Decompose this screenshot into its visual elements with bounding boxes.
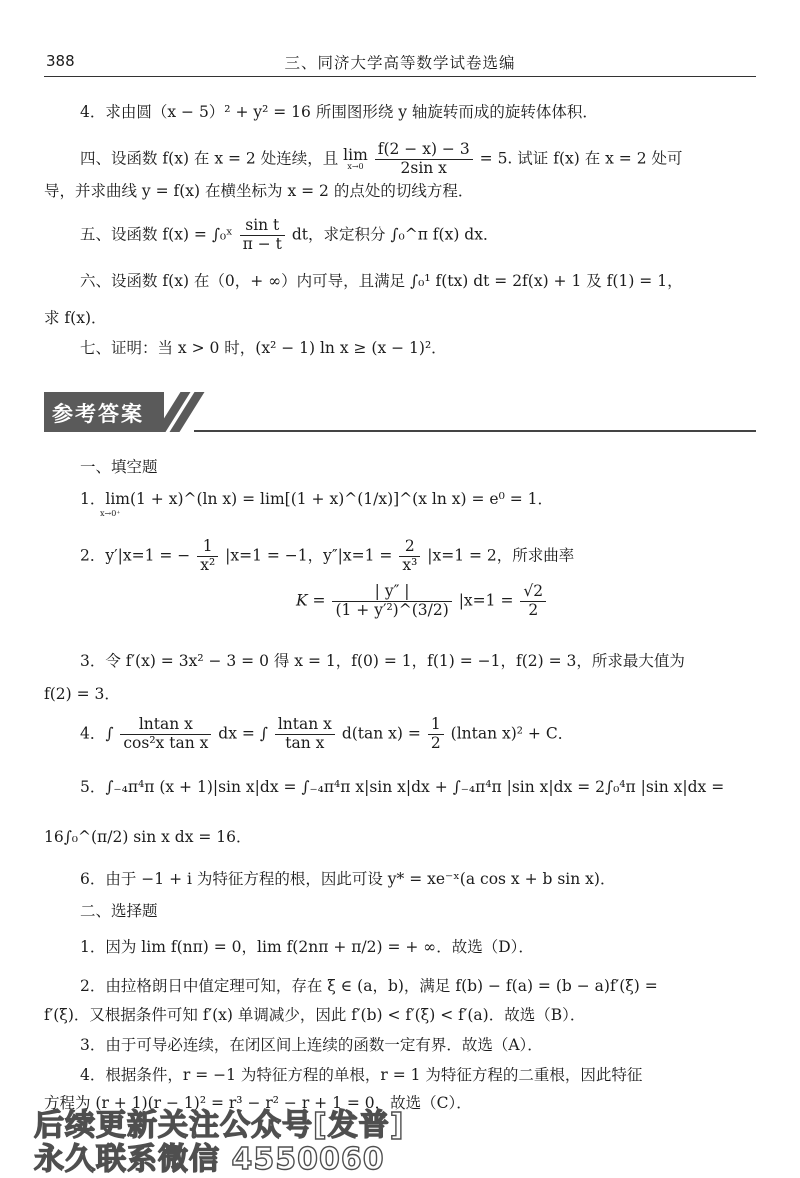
answer-3: 3．令 f′(x) = 3x² − 3 = 0 得 x = 1，f(0) = 1，f(1) = −1，f(2) = 3，所求最大值为 xyxy=(80,652,685,670)
question-four-continued: 导，并求曲线 y = f(x) 在横坐标为 x = 2 的点处的切线方程． xyxy=(44,182,474,200)
part2-heading: 二、选择题 xyxy=(80,902,158,920)
watermark-line-1: 后续更新关注公众号[发普] xyxy=(34,1108,405,1143)
question-four xyxy=(80,141,683,178)
choice-2-continued: f′(ξ)．又根据条件可知 f′(x) 单调减少，因此 f′(b) < f′(ξ) < f′(a)．故选（B）． xyxy=(44,1006,586,1024)
choice-4-continued: 方程为 (r + 1)(r − 1)² = r³ − r² − r + 1 = 0．故选（C）． xyxy=(44,1094,472,1112)
fraction: $\frac{\text{lntan x}}{\text{cos²x tan x}}$ xyxy=(120,716,211,753)
page-number: 388 xyxy=(46,52,75,70)
question-five-post: dt，求定积分 ∫₀^π f(x) dx． xyxy=(291,225,499,244)
fraction: $\frac{| y'' |}{\text{(1 + y′²)\textasciicircum{}(3/2)}}$ xyxy=(332,583,451,620)
question-five-pre: 五、设函数 f(x) = ∫₀ˣ xyxy=(80,225,233,244)
part1-heading: 一、填空题 xyxy=(80,458,158,476)
question-six: 六、设函数 f(x) 在（0，+ ∞）内可导，且满足 ∫₀¹ f(tx) dt = 2f(x) + 1 及 f(1) = 1， xyxy=(80,272,683,290)
answer-section-title: 参考答案 xyxy=(52,402,144,426)
choice-4: 4．根据条件，r = −1 为特征方程的单根，r = 1 为特征方程的二重根，因此特征 xyxy=(80,1066,643,1084)
limit-operator: lim x→0 xyxy=(343,145,368,172)
header-rule xyxy=(44,76,756,77)
watermark-line-2: 永久联系微信 4550060 xyxy=(34,1142,385,1177)
question-five xyxy=(80,217,498,254)
fraction: $\frac{1}{2}$ xyxy=(428,716,444,753)
answer-6: 6．由于 −1 + i 为特征方程的根，因此可设 y* = xe⁻ˣ(a cos x + b sin x)． xyxy=(80,870,616,888)
answer-section-banner xyxy=(44,392,756,432)
answer-4: 4．∫ $\frac{\text{lntan x}}{\text{cos²x tan x}}$ dx = ∫ $\frac{\text{lntan x}}{\text{tan x}}$ d(tan x) = $\frac{1}{2}$ (lntan x)² + C． xyxy=(80,715,574,752)
fraction: $\frac{f(2 - x) - 3}{\text{2sin x}}$ xyxy=(375,141,473,178)
limit-subscript: x→0⁺ xyxy=(100,509,121,519)
answer-1: 1．lim(1 + x)^(ln x) = lim[(1 + x)^(1/x)]^(x ln x) = e⁰ = 1． x→0⁺ xyxy=(80,490,553,519)
question-six-continued: 求 f(x)． xyxy=(44,309,107,327)
fraction: $\frac{2}{\text{x³}}$ xyxy=(399,538,420,575)
choice-1: 1．因为 lim f(nπ) = 0，lim f(2nπ + π/2) = + ∞．故选（D）． xyxy=(80,938,534,956)
question-four-pre: 四、设函数 f(x) 在 x = 2 处连续，且 xyxy=(80,149,339,168)
fraction: $\frac{\text{sin t}}{\pi - t}$ xyxy=(240,217,285,254)
answer-3-continued: f(2) = 3． xyxy=(44,685,120,703)
running-title: 三、同济大学高等数学试卷选编 xyxy=(284,54,516,72)
question-four-post: = 5. 试证 f(x) 在 x = 2 处可 xyxy=(479,149,683,168)
answer-5: 5．∫₋₄π⁴π (x + 1)|sin x|dx = ∫₋₄π⁴π x|sin x|dx + ∫₋₄π⁴π |sin x|dx = 2∫₀⁴π |sin x|dx = xyxy=(80,778,725,796)
answer-2: 2．y′|x=1 = − $\frac{1}{\text{x²}}$ |x=1 = −1，y″|x=1 = $\frac{2}{\text{x³}}$ |x=1 = 2，所求曲率 xyxy=(80,537,575,574)
question-4: 4．求由圆（x − 5）² + y² = 16 所围图形绕 y 轴旋转而成的旋转体体积． xyxy=(80,103,598,121)
curvature-equation: K = $\frac{| y'' |}{\text{(1 + y′²)\textasciicircum{}(3/2)}}$ |x=1 = $\frac{√2}{2}$ xyxy=(296,583,548,620)
fraction: $\frac{1}{\text{x²}}$ xyxy=(197,538,218,575)
fraction: $\frac{\text{lntan x}}{\text{tan x}}$ xyxy=(275,716,335,753)
choice-2: 2．由拉格朗日中值定理可知，存在 ξ ∈ (a，b)，满足 f(b) − f(a) = (b − a)f′(ξ) = xyxy=(80,977,658,995)
answer-5-continued: 16∫₀^(π/2) sin x dx = 16． xyxy=(44,828,252,846)
fraction: $\frac{√2}{2}$ xyxy=(520,583,546,620)
choice-3: 3．由于可导必连续，在闭区间上连续的函数一定有界．故选（A）． xyxy=(80,1036,543,1054)
question-seven: 七、证明：当 x > 0 时，(x² − 1) ln x ≥ (x − 1)²． xyxy=(80,339,447,357)
